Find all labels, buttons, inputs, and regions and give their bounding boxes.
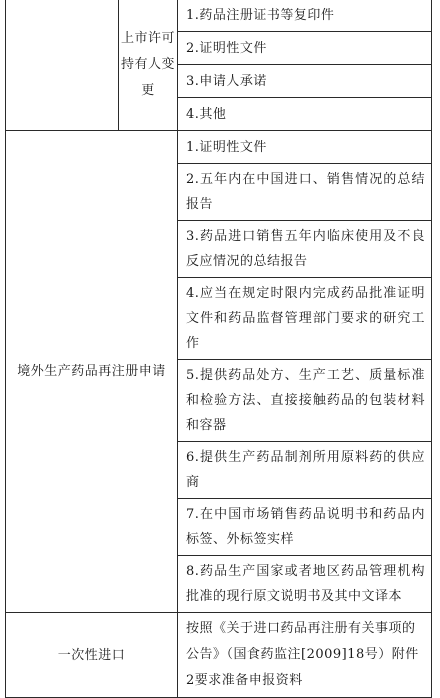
requirement-item: 4.应当在规定时限内完成药品批准证明文件和药品监督管理部门要求的研究工作: [178, 278, 432, 360]
requirement-item: 5.提供药品处方、生产工艺、质量标准和检验方法、直接接触药品的包装材料和容器: [178, 360, 432, 442]
table-row: [6, 131, 432, 164]
category-cell-blank: [6, 0, 119, 131]
requirement-item: 3.药品进口销售五年内临床使用及不良反应情况的总结报告: [178, 221, 432, 278]
table-row: [6, 613, 432, 698]
requirement-item: 3.申请人承诺: [178, 65, 432, 98]
requirement-item: 4.其他: [178, 98, 432, 131]
requirement-item: 7.在中国市场销售药品说明书和药品内标签、外标签实样: [178, 499, 432, 556]
category-cell: 一次性进口: [6, 613, 178, 698]
requirements-table: [5, 0, 432, 698]
table-row: [6, 0, 432, 32]
requirement-item: 2.五年内在中国进口、销售情况的总结报告: [178, 164, 432, 221]
requirement-item: 2.证明性文件: [178, 32, 432, 65]
requirement-item: 8.药品生产国家或者地区药品管理机构批准的现行原文说明书及其中文译本: [178, 556, 432, 613]
requirement-item: 1.证明性文件: [178, 131, 432, 164]
requirement-item: 按照《关于进口药品再注册有关事项的公告》（国食药监注[2009]18号）附件2要求准备申报资料: [178, 613, 432, 698]
requirement-item: 1.药品注册证书等复印件: [178, 0, 432, 32]
subcategory-cell: 上市许可持有人变更: [119, 0, 178, 131]
requirement-item: 6.提供生产药品制剂所用原料药的供应商: [178, 442, 432, 499]
category-cell: 境外生产药品再注册申请: [6, 131, 178, 613]
